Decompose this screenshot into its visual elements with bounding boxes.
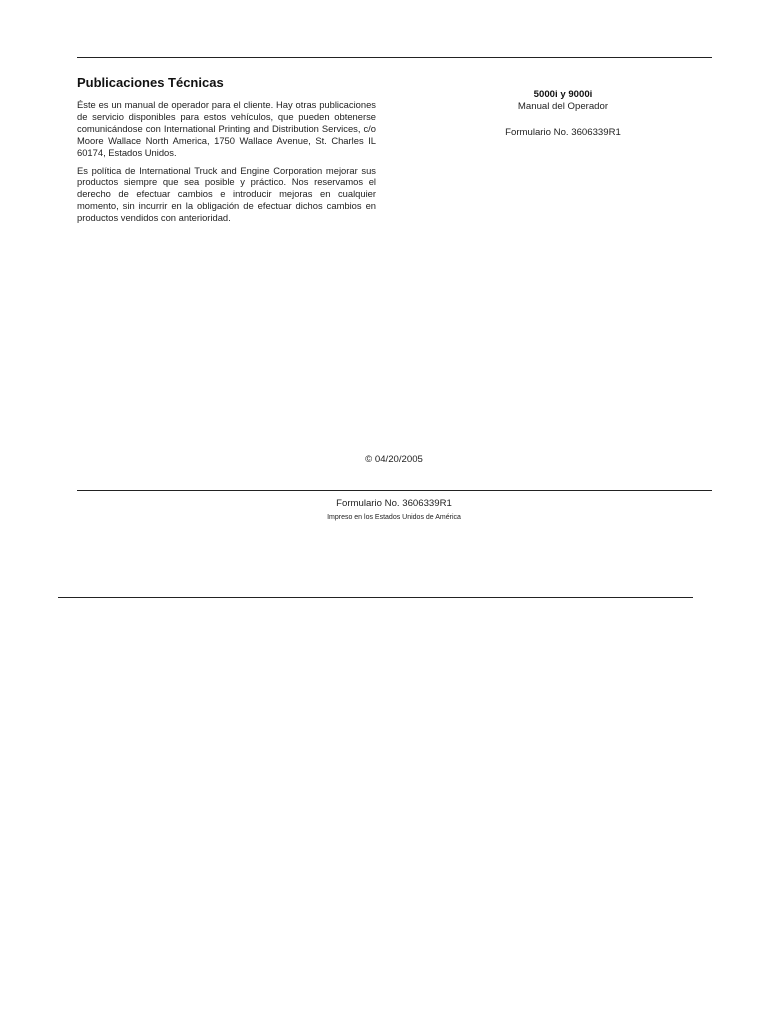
- form-number: Formulario No. 3606339R1: [505, 127, 621, 138]
- technical-publications-section: [77, 75, 376, 230]
- footer-form-number: Formulario No. 3606339R1: [336, 498, 452, 509]
- footer-printed-in: Impreso en los Estados Unidos de América: [327, 514, 461, 521]
- section-title: Publicaciones Técnicas: [77, 75, 224, 90]
- copyright-date: © 04/20/2005: [365, 454, 423, 465]
- paragraph-intro: Éste es un manual de operador para el cliente. Hay otras publicaciones de servicio disponibles para estos vehículos, que pueden obtenerse comunicándose con International Printing and Distribution Services, c/o Moore Wallace North America, 1750 Wallace Avenue, St. Charles IL 60174, Estados Unidos.: [77, 99, 376, 158]
- manual-title: Manual del Operador: [517, 101, 609, 112]
- paragraph-policy: Es política de International Truck and Engine Corporation mejorar sus productos siempre que sea posible y práctico. Nos reservamos el derecho de efectuar cambios e introducir mejoras en cualquier momento, sin incurrir en la obligación de efectuar dichos cambios en productos vendidos con anterioridad.: [77, 164, 376, 224]
- manual-identification: [478, 89, 648, 139]
- bottom-rule: [58, 597, 693, 598]
- model-name: 5000i y 9000i: [533, 89, 593, 100]
- top-rule: [77, 57, 712, 58]
- footer-rule: [77, 490, 712, 491]
